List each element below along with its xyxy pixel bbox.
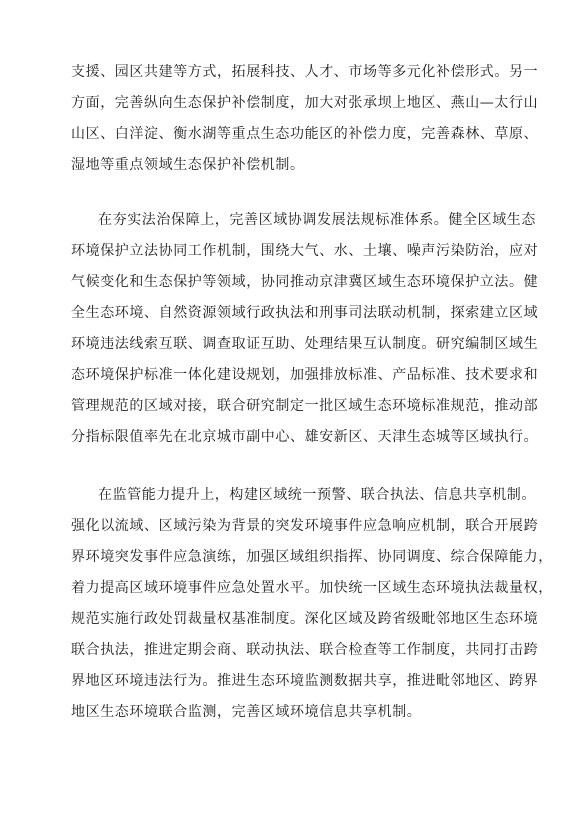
- paragraph-3-line-2: 强化以流域、区域污染为背景的突发环境事件应急响应机制，联合开展跨: [71, 518, 539, 534]
- paragraph-3-line-7: 界地区环境违法行为。推进生态环境监测数据共享，推进毗邻地区、跨界: [71, 673, 539, 689]
- paragraph-2-line-3: 气候变化和生态保护等领域，协同推动京津冀区域生态环境保护立法。健: [71, 274, 539, 290]
- paragraph-2-line-1: 在夯实法治保障上，完善区域协调发展法规标准体系。健全区域生态: [98, 212, 536, 228]
- paragraph-1-line-4: 湿地等重点领域生态保护补偿机制。: [71, 157, 305, 173]
- paragraph-3-line-3: 界环境突发事件应急演练，加强区域组织指挥、协同调度、综合保障能力，: [71, 549, 553, 565]
- paragraph-3-line-1: 在监管能力提升上，构建区域统一预警、联合执法、信息共享机制。: [98, 487, 536, 503]
- paragraph-2-line-7: 管理规范的区域对接，联合研究制定一批区域生态环境标准规范，推动部: [71, 398, 539, 414]
- paragraph-2-line-4: 全生态环境、自然资源领域行政执法和刑事司法联动机制，探索建立区域: [71, 305, 539, 321]
- paragraph-3-line-6: 联合执法，推进定期会商、联动执法、联合检查等工作制度，共同打击跨: [71, 642, 539, 658]
- paragraph-3-line-8: 地区生态环境联合监测，完善区域环境信息共享机制。: [71, 704, 422, 720]
- paragraph-1-line-3: 山区、白洋淀、衡水湖等重点生态功能区的补偿力度，完善森林、草原、: [71, 126, 539, 142]
- paragraph-2-line-6: 态环境保护标准一体化建设规划，加强排放标准、产品标准、技术要求和: [71, 367, 539, 383]
- paragraph-3-line-4: 着力提高区域环境事件应急处置水平。加快统一区域生态环境执法裁量权，: [71, 580, 553, 596]
- paragraph-3-line-5: 规范实施行政处罚裁量权基准制度。深化区域及跨省级毗邻地区生态环境: [71, 611, 539, 627]
- paragraph-1-line-2: 方面，完善纵向生态保护补偿制度，加大对张承坝上地区、燕山—太行山: [71, 95, 539, 111]
- paragraph-1-line-1: 支援、园区共建等方式，拓展科技、人才、市场等多元化补偿形式。另一: [71, 64, 539, 80]
- paragraph-2-line-5: 环境违法线索互联、调查取证互助、处理结果互认制度。研究编制区域生: [71, 336, 539, 352]
- paragraph-2-line-2: 环境保护立法协同工作机制，围绕大气、水、土壤、噪声污染防治，应对: [71, 243, 539, 259]
- paragraph-2-line-8: 分指标限值率先在北京城市副中心、雄安新区、天津生态城等区域执行。: [71, 429, 539, 445]
